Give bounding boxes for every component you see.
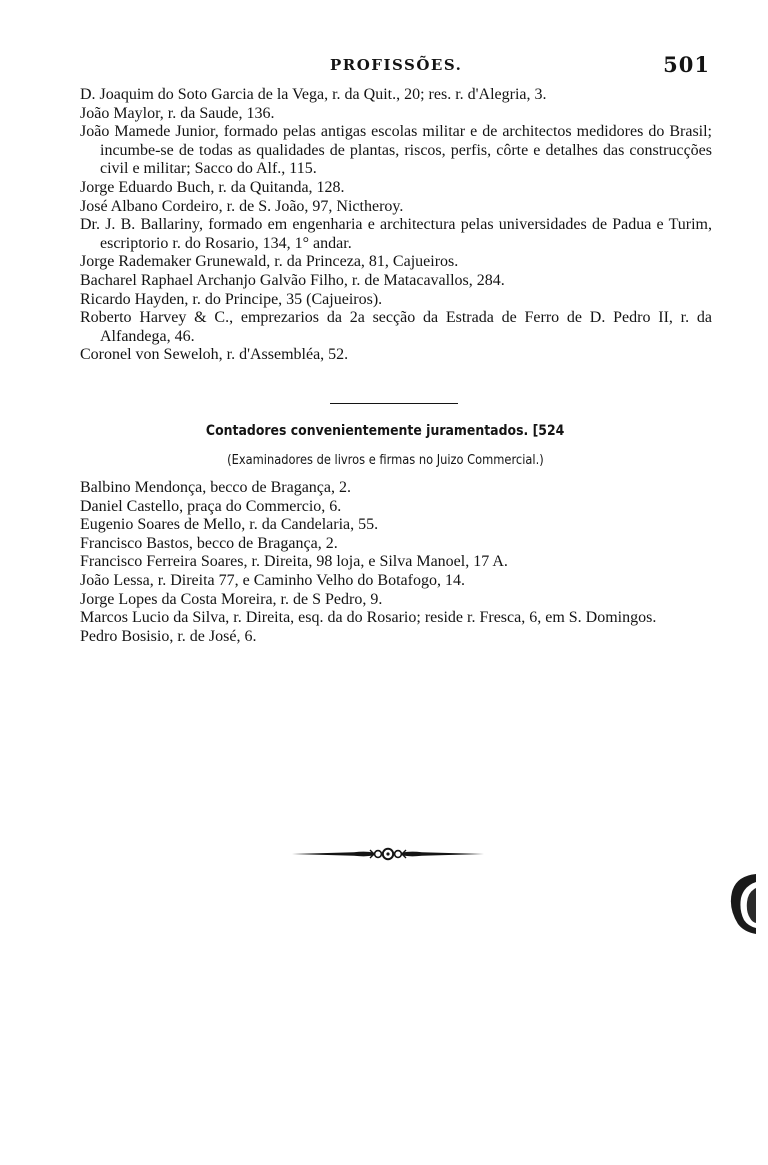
list-entry: D. Joaquim do Soto Garcia de la Vega, r. da Quit., 20; res. r. d'Alegria, 3. — [80, 86, 547, 103]
list-entry: Jorge Rademaker Grunewald, r. da Princeza, 81, Cajueiros. — [80, 253, 459, 271]
list-entry: Ricardo Hayden, r. do Principe, 35 (Cajueiros). — [80, 290, 383, 308]
list-entry: Marcos Lucio da Silva, r. Direita, esq. da do Rosario; reside r. Fresca, 6, em S. Domingos. — [80, 609, 657, 627]
list-entry: João Mamede Junior, formado pelas antigas escolas militar e de architectos medidores do Brasil; incumbe-se de todas as qualidades de plantas, riscos, perfis, côrte e detalhes das construcções civil e militar; Sacco do Alf., 115. — [80, 123, 712, 178]
section-subtitle: (Examinadores de livros e firmas no Juizo Commercial.) — [227, 453, 544, 468]
page-number: 501 — [663, 52, 710, 77]
list-entry: Jorge Lopes da Costa Moreira, r. de S Pedro, 9. — [80, 590, 383, 608]
section-title: Contadores convenientemente juramentados. [524 — [205, 423, 565, 439]
list-entry: João Lessa, r. Direita 77, e Caminho Velho do Botafogo, 14. — [80, 571, 465, 589]
page-header-title: PROFISSÕES. — [330, 56, 463, 74]
list-entry: Francisco Ferreira Soares, r. Direita, 98 loja, e Silva Manoel, 17 A. — [80, 553, 508, 571]
list-entry: João Maylor, r. da Saude, 136. — [80, 104, 275, 122]
ornament-divider-icon — [290, 846, 486, 862]
accountants-list — [80, 479, 712, 646]
list-entry: Bacharel Raphael Archanjo Galvão Filho, r. de Matacavallos, 284. — [80, 271, 505, 289]
list-entry: Roberto Harvey & C., emprezarios da 2a secção da Estrada de Ferro de D. Pedro II, r. da Alfandega, 46. — [80, 309, 712, 345]
list-entry: Pedro Bosisio, r. de José, 6. — [80, 627, 257, 645]
list-entry: Coronel von Seweloh, r. d'Assembléa, 52. — [80, 346, 349, 364]
professions-list — [80, 86, 712, 365]
running-header — [0, 52, 768, 82]
page-edge-binding-mark — [722, 868, 756, 936]
list-entry: Dr. J. B. Ballariny, formado em engenharia e architectura pelas universidades de Padua e Turim, escriptorio r. do Rosario, 134, 1° andar. — [80, 216, 712, 252]
list-entry: Francisco Bastos, becco de Bragança, 2. — [80, 534, 338, 552]
list-entry: Daniel Castello, praça do Commercio, 6. — [80, 497, 342, 515]
list-entry: Eugenio Soares de Mello, r. da Candelaria, 55. — [80, 516, 379, 534]
list-entry: Balbino Mendonça, becco de Bragança, 2. — [80, 479, 352, 496]
section-divider — [330, 403, 458, 404]
list-entry: José Albano Cordeiro, r. de S. João, 97, Nictheroy. — [80, 197, 404, 215]
list-entry: Jorge Eduardo Buch, r. da Quitanda, 128. — [80, 178, 345, 196]
